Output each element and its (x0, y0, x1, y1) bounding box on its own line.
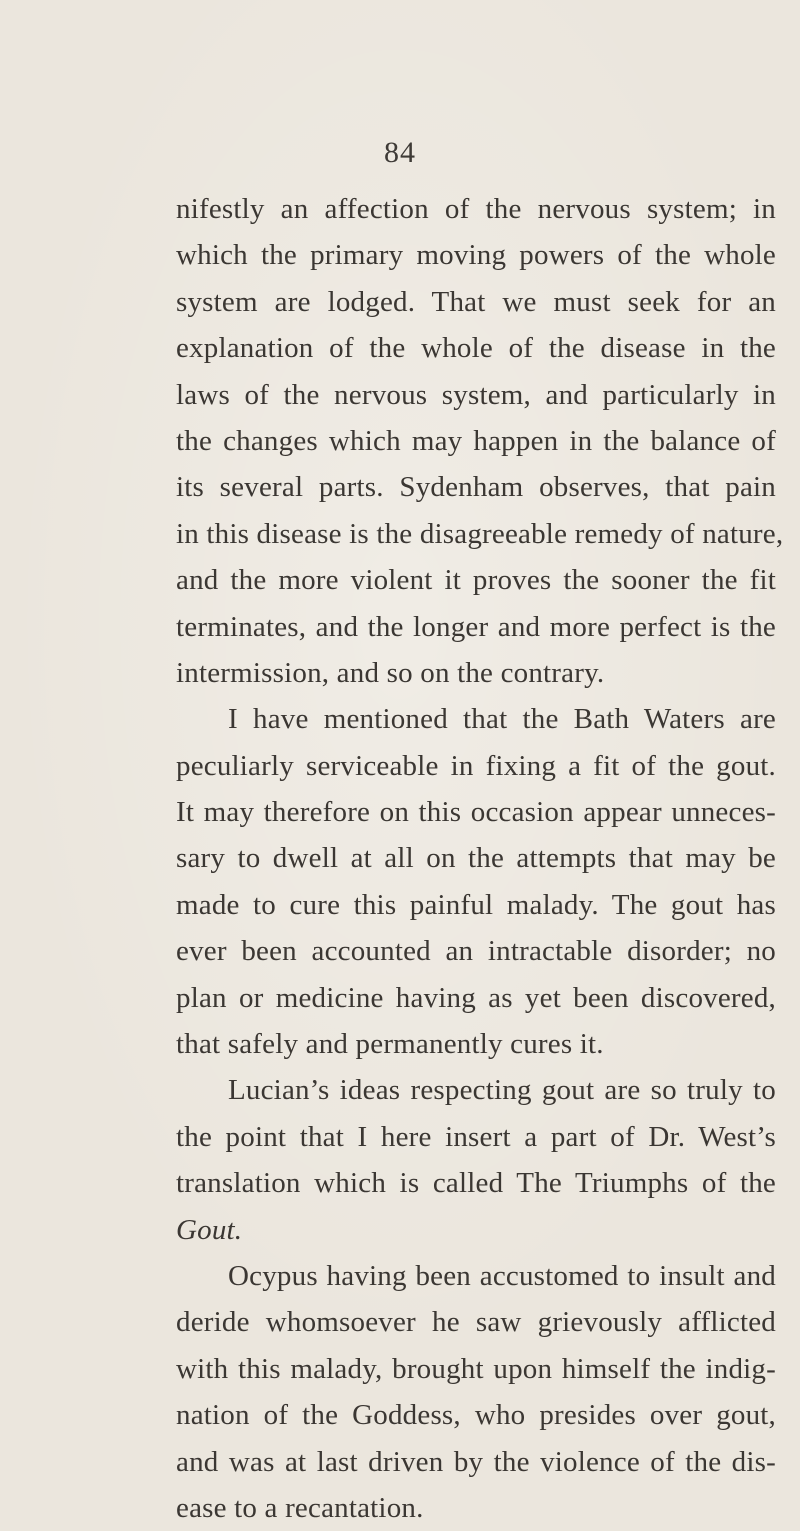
text-line: peculiarly serviceable in fixing a fit of the gout. (176, 749, 776, 782)
text-line: Ocypus having been accustomed to insult and (228, 1259, 776, 1292)
text-line: with this malady, brought upon himself the indig- (176, 1352, 776, 1385)
text-line: It may therefore on this occasion appear unneces- (176, 796, 776, 829)
text-line: in this disease is the disagreeable remedy of nature, (176, 517, 784, 550)
text-line: ever been accounted an intractable disorder; no (176, 935, 776, 968)
text-line: that safely and permanently cures it. (176, 1028, 604, 1061)
text-line: its several parts. Sydenham observes, that pain (176, 471, 776, 504)
text-line: laws of the nervous system, and particularly in (176, 378, 776, 411)
text-line: made to cure this painful malady. The gout has (176, 888, 776, 921)
text-line: I have mentioned that the Bath Waters are (228, 703, 776, 736)
text-line: which the primary moving powers of the whole (176, 239, 776, 272)
text-line: ease to a recantation. (176, 1491, 424, 1524)
text-line: sary to dwell at all on the attempts that may be (176, 842, 776, 875)
text-line: explanation of the whole of the disease in the (176, 332, 776, 365)
text-line: deride whomsoever he saw grievously afflicted (176, 1306, 776, 1339)
text-line: terminates, and the longer and more perfect is the (176, 610, 776, 643)
page-number: 84 (384, 136, 416, 169)
text-line: Lucian’s ideas respecting gout are so truly to (228, 1074, 776, 1107)
text-line: the point that I here insert a part of Dr. West’s (176, 1120, 776, 1153)
text-line: and the more violent it proves the sooner the fit (176, 564, 776, 597)
text-line: translation which is called The Triumphs of the (176, 1167, 776, 1200)
text-line: Gout. (176, 1213, 243, 1246)
text-line: nation of the Goddess, who presides over gout, (176, 1399, 776, 1432)
text-line: the changes which may happen in the balance of (176, 424, 776, 457)
text-line: system are lodged. That we must seek for an (176, 285, 776, 318)
text-line: nifestly an affection of the nervous system; in (176, 193, 776, 225)
text-line: intermission, and so on the contrary. (176, 656, 605, 689)
text-line: and was at last driven by the violence of the dis- (176, 1445, 776, 1478)
text-line: plan or medicine having as yet been discovered, (176, 981, 776, 1014)
body-text (176, 186, 784, 1531)
